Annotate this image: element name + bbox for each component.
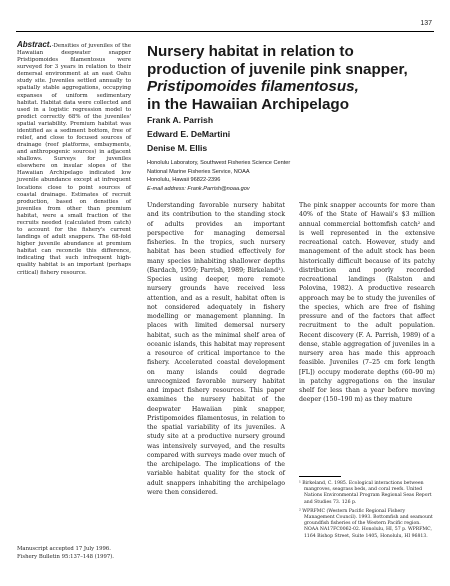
- journal-citation: Fishery Bulletin 95:137–148 (1997).: [17, 553, 114, 560]
- affiliation-line-2: National Marine Fisheries Service, NOAA: [147, 168, 250, 175]
- author-3: Denise M. Ellis: [147, 143, 208, 154]
- page-number: 137: [420, 20, 432, 27]
- manuscript-accepted: Manuscript accepted 17 July 1996.: [17, 546, 111, 552]
- title-line-3: Pristipomoides filamentosus,: [147, 78, 359, 96]
- body-text-left-column: Understanding favorable nursery habitat and its contribution to the standing stock of adults provides an important perspective for managing demersal fisheries. In the tropics, such nursery habitat has been studied effectively for many species inhabiting shallower depths (Bardach, 1959; Parrish, 1989; Birkeland¹). Species using deeper, more remote nursery grounds have received less attention, and as a result, habitat often is not considered adequately in fishery modelling or management planning. In places with limited demersal nursery habitat, such as the minimal shelf area of oceanic islands, this habitat may represent a resource of critical importance to the fishery. Accelerated coastal development on many islands could degrade unrecognized favorable nursery habitat and impact fishery resources. This paper examines the nursery habitat of the deepwater Hawaiian pink snapper, Pristipomoides filamentosus, in relation to the spatial variability of its juveniles. A study site at a productive nursery ground was intensively surveyed, and the results compared with surveys made over much of the archipelago. The implications of the variable habitat quality for the stock of adult snappers inhabiting the archipelago were then considered.: [147, 202, 285, 496]
- title-line-4: in the Hawaiian Archipelago: [147, 95, 349, 113]
- author-1: Frank A. Parrish: [147, 115, 214, 125]
- body-text-right-column: The pink snapper accounts for more than 40% of the State of Hawaii's $3 million annual commercial bottomfish catch² and is well represented in the extensive recreational catch. However, study and management of the adult stock has been historically difficult because of its patchy distribution and poorly recorded recreational landings (Ralston and Polovina, 1982). A productive research approach may be to study the juveniles of the species, which are free of fishing pressure and of the factors that affect recruitment to the adult population. Recent discovery (F. A. Parrish, 1989) of a dense, stable aggregation of juveniles in a nursery area has made this approach feasible. Juveniles (7–25 cm fork length [FL]) occupy moderate depths (60–90 m) in patchy aggregations on the insular shelf for less than a year before moving deeper (150–190 m) as they mature: [299, 202, 435, 404]
- header-rule: [16, 31, 434, 32]
- footnote-rule: [299, 476, 341, 477]
- manuscript-info: [17, 546, 142, 561]
- author-2: Edward E. DeMartini: [147, 129, 231, 140]
- title-line-2: production of juvenile pink snapper,: [147, 60, 408, 78]
- affiliation: [147, 159, 290, 193]
- email-address: E-mail address: Frank.Parrish@noaa.gov: [147, 185, 250, 192]
- footnotes: [299, 481, 435, 543]
- author-list: [147, 113, 230, 156]
- abstract-dash: -: [51, 43, 54, 49]
- article-title: [147, 43, 437, 113]
- footnote-1: ¹ Birkeland, C. 1985. Ecological interactions between mangroves, seagrass beds, and coral reefs. United Nations Environmental Program Regional Seas Report and Studies 73. 126 p.: [299, 481, 432, 505]
- affiliation-line-3: Honolulu, Hawaii 96822-2396: [147, 177, 221, 184]
- title-line-1: Nursery habitat in relation to: [147, 43, 354, 60]
- affiliation-line-1: Honolulu Laboratory, Southwest Fisheries Science Center: [147, 160, 291, 166]
- abstract-heading: Abstract.: [17, 40, 52, 49]
- abstract: [17, 41, 131, 277]
- abstract-text: Densities of juveniles of the Hawaiian deepwater snapper Pristipomoides filamentosus were surveyed for 3 years in relation to their demersal environment at an east Oahu study site. Juveniles settled annually to spatially stable aggregations, occupying expanses of uniform sedimentary habitat. Habitat data were collected and used in a logistic regression model to predict correctly 68% of the juveniles' spatial variability. Premium habitat was identified as a sediment bottom, free of relief, and close to focused sources of drainage (reef platforms, embayments, and anthropogenic sources) in adjacent shallows. Surveys for juveniles elsewhere on insular slopes of the Hawaiian Archipelago indicated low juvenile abundance except at infrequent locations close to point sources of coastal drainage. Estimates of recruit production, based on densities of juveniles from other than premium habitat, were a small fraction of the recruits needed (calculated from catch) to account for the fishery's current landings of adult snappers. The 68-fold higher juvenile abundance at premium habitat can reconcile this difference, indicating that such infrequent high-quality habitat is an important (perhaps critical) fishery resource.: [17, 43, 131, 276]
- footnote-2: ² WPRFMC (Western Pacific Regional Fishery Management Council). 1993. Bottomfish and seamount groundfish fisheries of the Western Pacific region. NOAA NA17FC0062-02. Honolulu, HI, 57 p. WPRFMC, 1164 Bishop Street, Suite 1405, Honolulu, HI 96813.: [299, 508, 433, 539]
